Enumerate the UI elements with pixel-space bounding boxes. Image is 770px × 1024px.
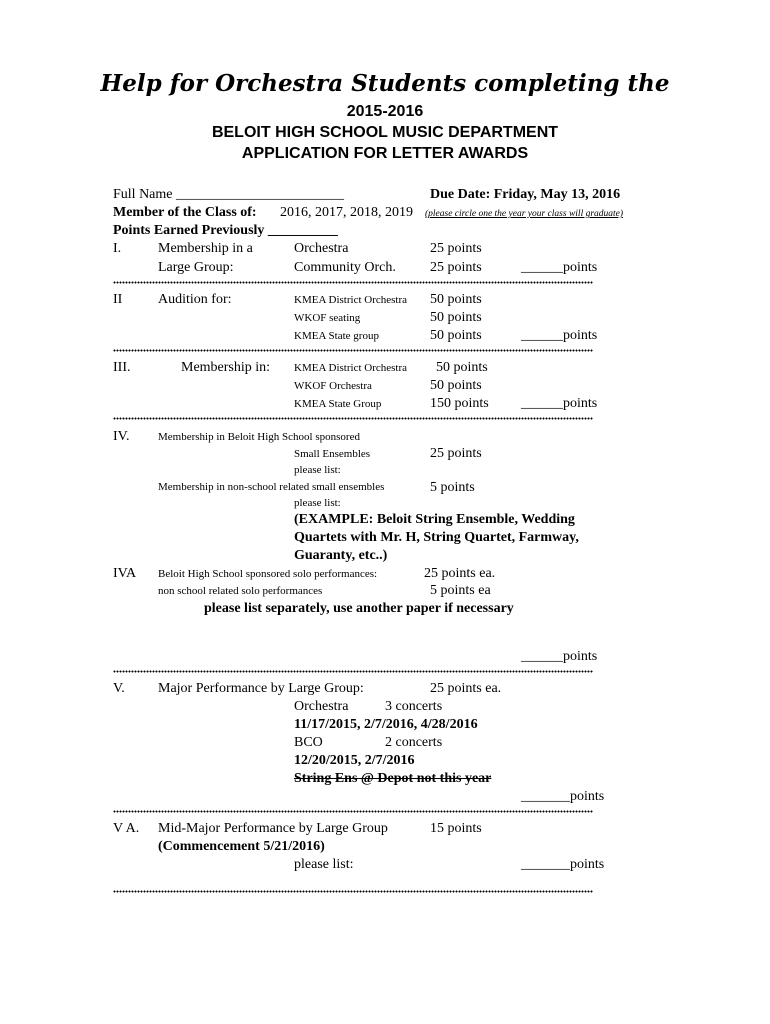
section-5-concerts: 3 concerts [385,699,443,714]
section-5a-label: Mid-Major Performance by Large Group [158,821,388,836]
section-5a-points: 15 points [430,821,482,836]
separator [113,349,593,352]
section-5a-total-field[interactable]: _______points [521,857,605,872]
section-3-item: WKOF Orchestra [294,380,372,392]
full-name-field[interactable]: Full Name ________________________ [113,187,344,202]
section-3-points: 50 points [430,378,482,393]
section-5a-sub: (Commencement 5/21/2016) [158,839,325,854]
section-1-item: Orchestra [294,241,349,256]
section-2-number: II [113,292,123,307]
section-4-points: 25 points [430,446,482,461]
section-5-dates: 12/20/2015, 2/7/2016 [294,753,415,768]
section-1-item: Community Orch. [294,260,396,275]
section-3-total-field[interactable]: ______points [521,396,598,411]
section-5a-list-label: please list: [294,857,354,872]
section-4-total-field[interactable]: ______points [521,649,598,664]
section-4a-label: Beloit High School sponsored solo performances: [158,568,378,580]
section-5-label: Major Performance by Large Group: [158,681,364,696]
section-4a-note: please list separately, use another paper if necessary [204,601,514,616]
section-2-total-field[interactable]: ______points [521,328,598,343]
section-1-points: 25 points [430,260,482,275]
section-3-item: KMEA State Group [294,398,382,410]
class-note: (please circle one the year your class will graduate) [425,209,624,219]
section-4a-points: 5 points ea [430,583,491,598]
section-3-points: 150 points [430,396,489,411]
section-4a-number: IVA [113,566,137,581]
section-3-number: III. [113,360,131,375]
due-date: Due Date: Friday, May 13, 2016 [430,187,621,202]
section-5-points: 25 points ea. [430,681,502,696]
section-5-group: Orchestra [294,699,349,714]
section-4-item: Small Ensembles [294,448,371,460]
header-school: BELOIT HIGH SCHOOL MUSIC DEPARTMENT [211,124,559,141]
section-5-group: BCO [294,735,323,750]
example-text: (EXAMPLE: Beloit String Ensemble, Wedding [294,512,575,527]
example-text: Guaranty, etc..) [294,548,388,563]
header-form: APPLICATION FOR LETTER AWARDS [241,145,529,162]
section-2-points: 50 points [430,310,482,325]
section-4-points: 5 points [430,480,475,495]
class-label: Member of the Class of: [113,205,257,220]
section-4a-label-2: non school related solo performances [158,585,323,597]
section-5-dates: 11/17/2015, 2/7/2016, 4/28/2016 [294,717,478,732]
section-1-label: Membership in a [158,241,253,256]
separator [113,890,593,893]
section-2-item: KMEA District Orchestra [294,294,408,306]
section-4-label-2: Membership in non-school related small ensembles [158,481,385,493]
section-2-points: 50 points [430,328,482,343]
section-5-total-field[interactable]: _______points [521,789,605,804]
header-year: 2015-2016 [346,103,424,120]
section-5a-number: V A. [113,821,140,836]
section-4-label: Membership in Beloit High School sponsored [158,431,360,443]
section-3-label: Membership in: [181,360,271,375]
section-4a-points: 25 points ea. [424,566,496,581]
section-4-list-label: please list: [294,497,341,509]
section-5-struck-item: String Ens @ Depot not this year [294,771,492,786]
page-title: Help for Orchestra Students completing the [100,70,670,97]
section-5-number: V. [113,681,125,696]
class-years[interactable]: 2016, 2017, 2018, 2019 [280,205,413,220]
section-1-points: 25 points [430,241,482,256]
example-text: Quartets with Mr. H, String Quartet, Farmway, [294,530,579,545]
separator [113,281,593,284]
section-3-points: 50 points [436,360,488,375]
section-2-label: Audition for: [158,292,232,307]
separator [113,810,593,813]
section-5-concerts: 2 concerts [385,735,443,750]
separator [113,417,593,420]
section-2-item: KMEA State group [294,330,379,342]
section-1-label-2: Large Group: [158,260,234,275]
section-4-number: IV. [113,429,130,444]
points-earned-previously[interactable]: Points Earned Previously __________ [113,223,338,238]
section-4-list-label: please list: [294,464,341,476]
section-1-total-field[interactable]: ______points [521,260,598,275]
section-1-number: I. [113,241,122,256]
section-3-item: KMEA District Orchestra [294,362,408,374]
separator [113,670,593,673]
section-2-points: 50 points [430,292,482,307]
section-2-item: WKOF seating [294,312,361,324]
